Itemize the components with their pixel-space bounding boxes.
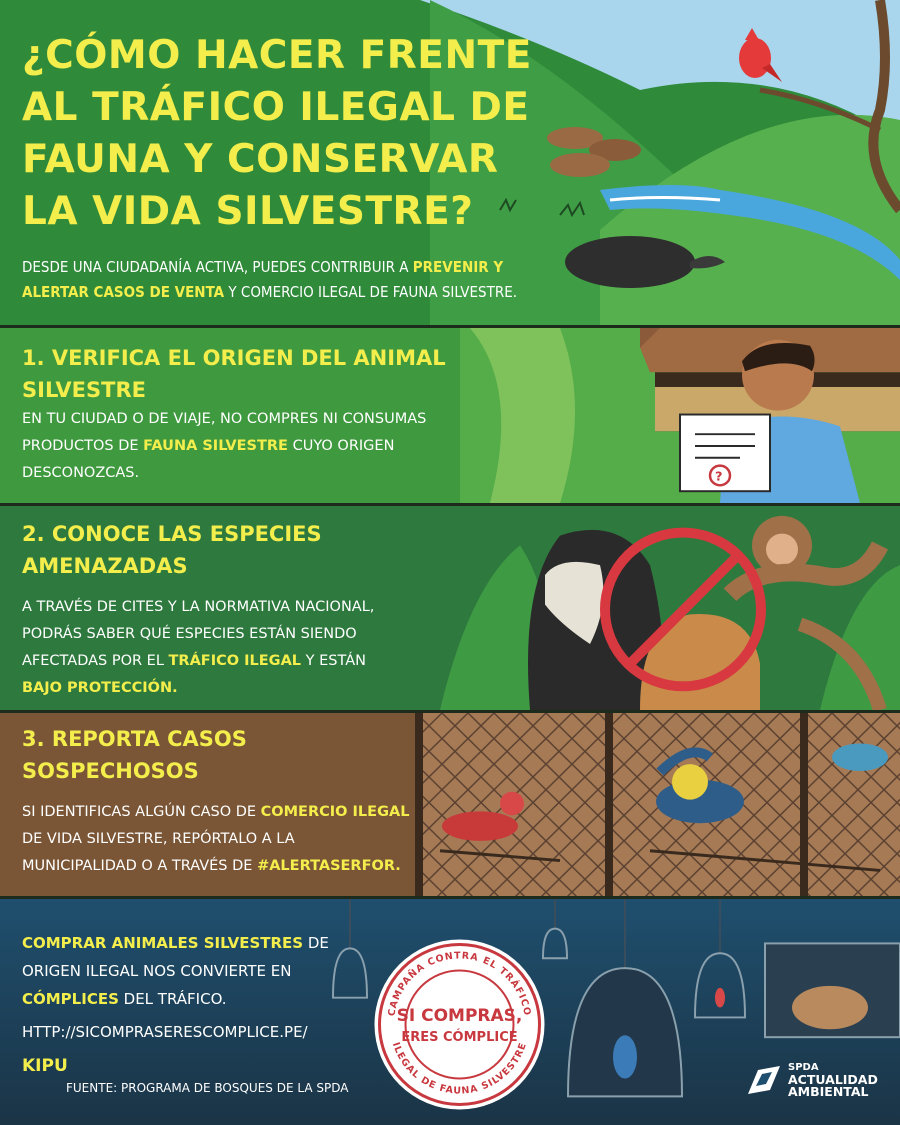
step-2-body-2: Y ESTÁN	[301, 653, 366, 669]
step-2-title: 2. CONOCE LAS ESPECIES AMENAZADAS	[22, 522, 322, 578]
step-1-text	[22, 342, 462, 487]
step-1-section	[0, 325, 900, 503]
step-2-highlight-2: BAJO PROTECCIÓN.	[22, 680, 178, 696]
step-3-text	[22, 723, 412, 880]
intro-highlight: PREVENIR Y ALERTAR CASOS DE VENTA	[22, 258, 504, 301]
page-title: ¿CÓMO HACER FRENTE AL TRÁFICO ILEGAL DE FAUNA Y CONSERVAR LA VIDA SILVESTRE?	[22, 33, 532, 234]
step-1-body-2: CUYO ORIGEN DESCONOZCAS.	[22, 438, 395, 481]
intro-text-1: DESDE UNA CIUDADANÍA ACTIVA, PUEDES CONTRIBUIR A	[22, 258, 413, 276]
badge-ring-top: CAMPAÑA CONTRA EL TRÁFICO	[386, 950, 533, 1018]
campaign-badge	[372, 937, 547, 1112]
spda-logo-text	[788, 1062, 878, 1098]
step-3-highlight-2: #ALERTASERFOR.	[257, 858, 401, 874]
step-3-title: 3. REPORTA CASOS SOSPECHOSOS	[22, 727, 247, 783]
step-3-body	[22, 799, 412, 880]
hero-intro	[22, 255, 562, 305]
hero-section	[0, 0, 900, 325]
badge-ring-bottom: ILEGAL DE FAUNA SILVESTRE	[389, 1040, 530, 1097]
step-2-text	[22, 518, 402, 702]
spda-logo	[748, 1062, 878, 1098]
badge-line-2: ERES CÓMPLICE	[401, 1030, 518, 1045]
step-2-body-1: A TRAVÉS DE CITES Y LA NORMATIVA NACIONAL, PODRÁS SABER QUÉ ESPECIES ESTÁN SIENDO AFECTADAS POR EL	[22, 599, 375, 669]
footer-text	[22, 929, 342, 1041]
footer-body-1: DE ORIGEN ILEGAL NOS CONVIERTE EN	[22, 934, 329, 980]
svg-text:?: ?	[715, 469, 723, 485]
spda-line-1: ACTUALIDAD	[788, 1072, 878, 1087]
source-note: FUENTE: PROGRAMA DE BOSQUES DE LA SPDA	[66, 1081, 349, 1095]
step-2-body	[22, 594, 402, 702]
step-3-highlight-1: COMERCIO ILEGAL	[260, 804, 410, 820]
spda-logo-icon	[748, 1066, 780, 1094]
badge-line-1: SI COMPRAS,	[396, 1006, 523, 1026]
step-3-body-1: SI IDENTIFICAS ALGÚN CASO DE	[22, 804, 261, 820]
step-1-title: 1. VERIFICA EL ORIGEN DEL ANIMAL SILVESTRE	[22, 346, 446, 402]
kipu-logo: KIPU	[22, 1056, 68, 1076]
spda-line-2: AMBIENTAL	[788, 1084, 869, 1099]
step-2-highlight-1: TRÁFICO ILEGAL	[168, 653, 302, 669]
step-3-body-2: DE VIDA SILVESTRE, REPÓRTALO A LA MUNICIPALIDAD O A TRAVÉS DE	[22, 831, 295, 874]
step-1-body-1: EN TU CIUDAD O DE VIAJE, NO COMPRES NI CONSUMAS PRODUCTOS DE	[22, 411, 427, 454]
spda-small: SPDA	[788, 1062, 819, 1073]
step-3-section	[0, 710, 900, 896]
step-2-section	[0, 503, 900, 710]
intro-text-2: Y COMERCIO ILEGAL DE FAUNA SILVESTRE.	[224, 283, 518, 301]
step-1-highlight: FAUNA SILVESTRE	[143, 438, 288, 454]
footer-message	[22, 929, 342, 1013]
footer-highlight-1: COMPRAR ANIMALES SILVESTRES	[22, 934, 304, 952]
step-1-body	[22, 406, 462, 487]
footer-section	[0, 896, 900, 1125]
footer-highlight-2: CÓMPLICES	[22, 990, 119, 1008]
footer-body-2: DEL TRÁFICO.	[118, 990, 227, 1008]
campaign-url-link[interactable]: HTTP://SICOMPRASERESCOMPLICE.PE/	[22, 1023, 308, 1041]
